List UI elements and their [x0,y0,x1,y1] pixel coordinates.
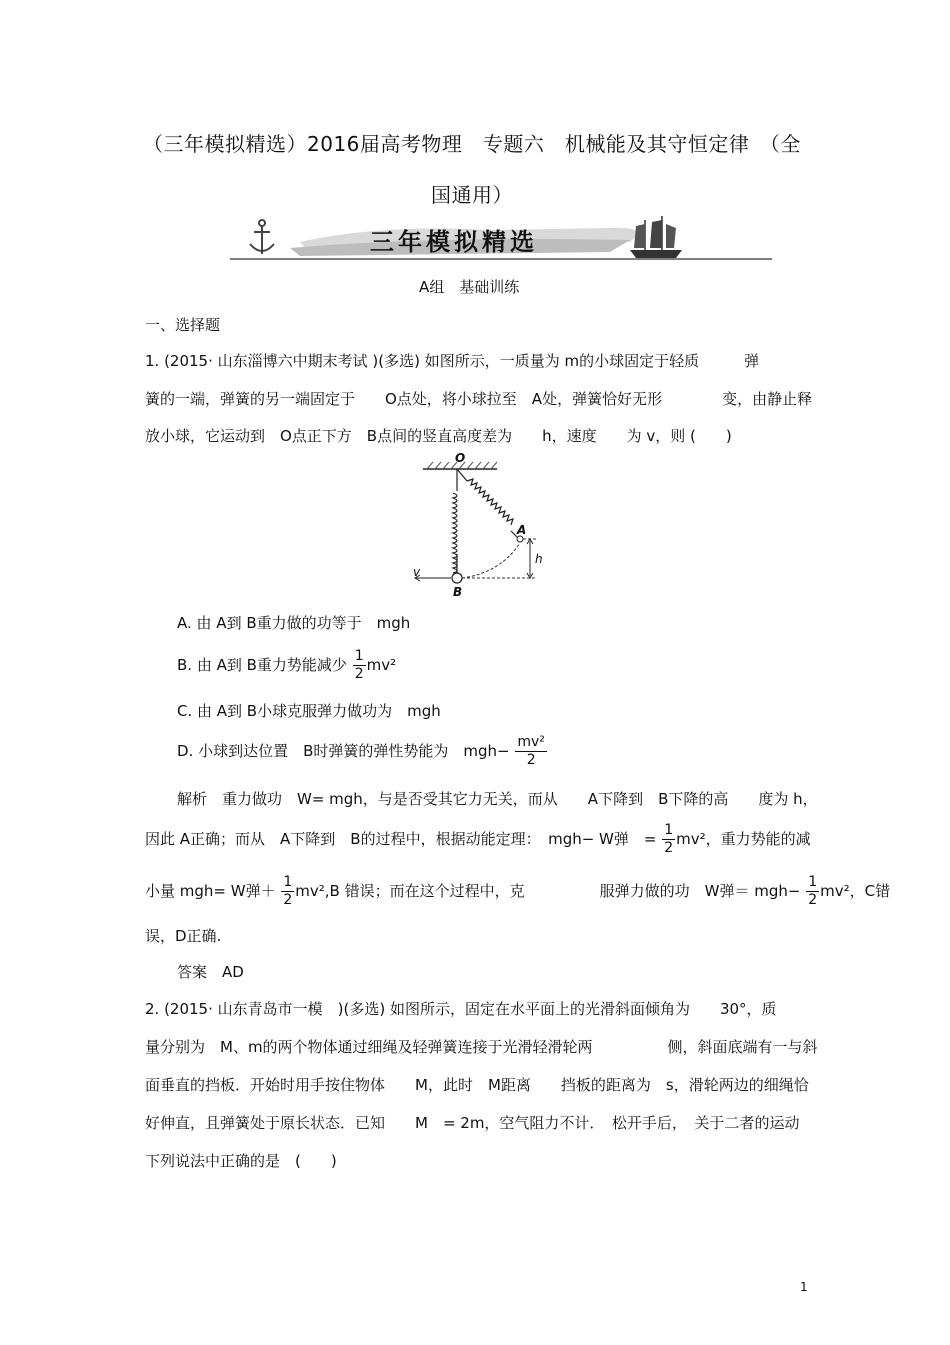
figure-label-v: v [413,565,421,579]
anchor-icon [250,220,274,254]
fraction: $\frac{1}{2}$ [354,648,364,682]
page-title-line1: （三年模拟精选）2016届高考物理 专题六 机械能及其守恒定律 （全 [143,132,801,156]
group-heading: A组 基础训练 [419,278,520,296]
figure-label-b: B [453,585,463,599]
q1-option-d [177,734,548,769]
q1-option-b-text: B. 由 A到 B重力势能减少 [177,656,347,674]
figure-label-o: O [455,451,466,465]
q1-analysis-line2: 因此 A正确；而从 A下降到 B的过程中，根据动能定理： mgh− W弹 = $\frac{1}{2}$ mv²，重力势能的减 [145,822,811,856]
banner-title: 三年模拟精选 [370,228,538,256]
q1-option-a: A. 由 A到 B重力做的功等于 mgh [177,614,411,632]
q1-line1: 1. (2015· 山东淄博六中期末考试 )(多选) 如图所示，一质量为 m的小球固定于轻质 弹 [145,352,760,370]
spring-pendulum-figure [405,451,555,600]
q2-line5: 下列说法中正确的是 ( ) [145,1152,337,1170]
fraction: $\frac{1}{2}$ [808,874,818,908]
ship-icon [630,216,682,258]
fraction: $\frac{1}{2}$ [283,874,293,908]
section-heading: 一、选择题 [145,316,221,334]
page-title-line2: 国通用） [431,183,513,207]
q1-line3: 放小球，它运动到 O点正下方 B点间的竖直高度差为 h，速度 为 v，则 ( ) [145,427,732,445]
q2-line1: 2. (2015· 山东青岛市一模 )(多选) 如图所示，固定在水平面上的光滑斜面倾角为 30°，质 [145,1000,777,1018]
q1-analysis-line4: 误，D正确. [145,927,222,945]
q1-analysis-line3: 小量 mgh= W弹＋ $\frac{1}{2}$ mv²,B 错误；而在这个过程中，克 服弹力做的功 W弹＝ mgh− $\frac{1}{2}$ mv²，C错 [145,874,891,908]
figure-label-h: h [535,552,543,566]
q2-line4: 好伸直，且弹簧处于原长状态．已知 M = 2m，空气阻力不计． 松开手后， 关于二者的运动 [145,1114,800,1132]
fraction: $\frac{1}{2}$ [664,822,674,856]
q2-line2: 量分别为 M、m的两个物体通过细绳及轻弹簧连接于光滑轻滑轮两 侧，斜面底端有一与斜 [145,1038,818,1056]
q1-analysis-line1: 解析 重力做功 W= mgh，与是否受其它力无关，而从 A下降到 B下降的高 度为 h， [177,790,818,808]
q2-line3: 面垂直的挡板．开始时用手按住物体 M，此时 M距离 挡板的距离为 s，滑轮两边的细绳恰 [145,1076,809,1094]
q1-line2: 簧的一端，弹簧的另一端固定于 O点处，将小球拉至 A处，弹簧恰好无形 变，由静止释 [145,390,813,408]
q1-answer: 答案 AD [177,963,244,981]
figure-label-a: A [517,523,527,537]
page-number: 1 [800,1280,808,1294]
q1-option-c: C. 由 A到 B小球克服弹力做功为 mgh [177,702,441,720]
q1-option-d-text: D. 小球到达位置 B时弹簧的弹性势能为 mgh− [177,742,510,760]
q1-option-b: B. 由 A到 B重力势能减少 $\frac{1}{2}$ mv² [177,648,397,682]
fraction: $\frac{\text{mv²}}{2}$ [517,734,545,768]
section-banner [230,212,772,262]
